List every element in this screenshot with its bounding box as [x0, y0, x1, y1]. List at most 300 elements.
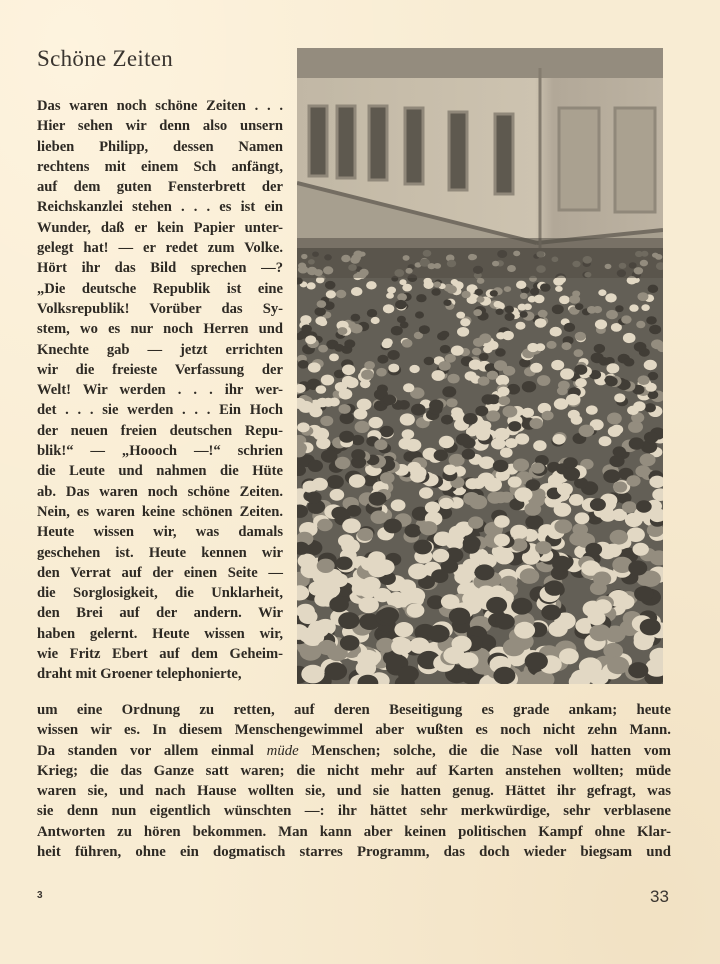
- crowd-hat: [635, 465, 650, 477]
- crowd-hat: [636, 500, 652, 512]
- crowd-hat: [613, 481, 627, 492]
- crowd-hat: [329, 354, 339, 362]
- crowd-hat: [479, 353, 489, 361]
- crowd-hat: [463, 492, 480, 505]
- text-line: Antworten zu hören bekommen. Man kann aber keinen politischen Kampf ohne Klar-: [37, 823, 671, 840]
- crowd-hat: [558, 381, 570, 390]
- text-line: die Leute und nahmen die Hüte: [37, 463, 283, 480]
- crowd-hat: [431, 288, 440, 296]
- crowd-hat: [590, 498, 606, 511]
- crowd-hat: [516, 322, 526, 330]
- crowd-hat: [511, 598, 532, 615]
- crowd-hat: [514, 622, 535, 639]
- crowd-hat: [357, 399, 372, 411]
- crowd-hat: [377, 355, 388, 364]
- text-line: stem, wo es nur noch Herren und: [37, 321, 283, 338]
- crowd-hat: [600, 509, 616, 522]
- crowd-hat: [325, 281, 336, 289]
- crowd-hat: [530, 288, 539, 295]
- crowd-hat: [487, 371, 498, 380]
- crowd-hat: [331, 507, 348, 520]
- crowd-hat: [563, 467, 580, 481]
- crowd-hat: [644, 432, 659, 444]
- crowd-hat: [475, 406, 488, 416]
- crowd-hat: [308, 581, 327, 596]
- crowd-hat: [524, 304, 532, 311]
- crowd-hat: [493, 460, 509, 472]
- crowd-hat: [449, 608, 470, 625]
- crowd-hat: [369, 492, 387, 506]
- crowd-hat: [475, 289, 483, 296]
- crowd-hat: [538, 310, 548, 318]
- text-line: den Brei auf der andern. Wir: [37, 605, 283, 622]
- crowd-hat: [636, 321, 645, 328]
- crowd-hat: [371, 511, 388, 524]
- crowd-hat: [357, 650, 380, 668]
- crowd-hat: [434, 281, 442, 287]
- crowd-hat: [603, 469, 620, 483]
- crowd-hat: [408, 563, 428, 579]
- crowd-hat: [575, 332, 586, 341]
- text-line: heit führen, ohne ein dogmatisch starres Programm, das doch wieder biegsam und: [37, 844, 671, 861]
- crowd-hat: [301, 325, 312, 334]
- crowd-hat: [382, 340, 392, 348]
- crowd-hat: [351, 324, 363, 334]
- crowd-hat: [351, 449, 365, 461]
- crowd-hat: [575, 303, 583, 310]
- text-line: den Verrat auf der einen Seite —: [37, 564, 283, 581]
- text-line: Knechte gab — jetzt errichten: [37, 341, 283, 358]
- emphasized-word: müde: [266, 742, 299, 759]
- window: [309, 106, 327, 176]
- crowd-hat: [520, 311, 528, 318]
- crowd-hat: [354, 409, 368, 420]
- crowd-hat: [533, 440, 546, 451]
- crowd-hat: [397, 293, 407, 301]
- text-line: auf dem guten Fensterbrett der: [37, 179, 283, 196]
- text-line: det . . . sie werden . . . Ein Hoch: [37, 402, 283, 419]
- crowd-hat: [541, 605, 561, 621]
- crowd-hat: [387, 350, 399, 360]
- crowd-hat: [447, 285, 457, 293]
- crowd-hat: [329, 596, 349, 612]
- crowd-hat: [552, 305, 564, 315]
- crowd-hat: [391, 638, 413, 655]
- crowd-hat: [607, 413, 622, 425]
- crowd-hat: [634, 586, 654, 602]
- crowd-hat: [554, 398, 568, 409]
- crowd-hat: [482, 394, 495, 404]
- crowd-hat: [321, 450, 338, 463]
- crowd-hat: [503, 406, 518, 418]
- crowd-hat: [303, 481, 318, 493]
- crowd-hat: [641, 304, 649, 311]
- text-line: sie denn nun eigentlich wünschten —: ihr hättet sehr merkwürdige, sehr verblasene: [37, 803, 671, 820]
- crowd-hat: [534, 295, 545, 304]
- crowd-hat: [493, 667, 515, 684]
- crowd-hat: [344, 339, 355, 348]
- text-line: um eine Ordnung zu retten, auf deren Beseitigung es grade ankam; heute: [37, 702, 671, 718]
- crowd-hat: [624, 358, 635, 367]
- crowd-hat: [391, 499, 406, 511]
- crowd-hat: [462, 449, 475, 460]
- crowd-hat: [388, 364, 399, 373]
- crowd-hat: [633, 543, 649, 556]
- crowd-hat: [513, 459, 529, 472]
- crowd-hat: [508, 476, 522, 487]
- crowd-hat: [495, 614, 515, 630]
- crowd-hat: [638, 292, 649, 301]
- crowd-hat: [607, 657, 629, 675]
- crowd-hat: [342, 365, 355, 376]
- text-line: wie Fritz Ebert auf dem Geheim-: [37, 646, 283, 663]
- text-line: der neuen freien deutschen Repu-: [37, 422, 283, 439]
- crowd-hat: [329, 398, 340, 407]
- crowd-hat: [334, 344, 344, 352]
- crowd-hat: [425, 502, 440, 514]
- crowd-hat: [604, 544, 621, 558]
- crowd-hat: [469, 360, 482, 370]
- page-number: 33: [650, 887, 669, 906]
- crowd-hat: [462, 591, 481, 606]
- text-line: geschehen ist. Heute kennen wir: [37, 544, 283, 561]
- crowd-hat: [339, 389, 353, 400]
- crowd-hat: [357, 528, 373, 541]
- crowd-hat: [496, 332, 505, 339]
- text-line: Volksrepublik! Vorüber das Sy-: [37, 300, 283, 317]
- crowd-hat: [415, 311, 424, 318]
- crowd-hat: [644, 403, 656, 412]
- crowd-hat: [554, 503, 572, 517]
- crowd-hat: [503, 639, 525, 657]
- crowd-hat: [609, 455, 624, 467]
- crowd-hat: [320, 416, 333, 426]
- crowd-hat: [479, 421, 491, 431]
- crowd-hat: [560, 368, 574, 379]
- window: [449, 112, 467, 190]
- crowd-hat: [629, 304, 638, 311]
- window: [615, 108, 655, 212]
- crowd-hat: [586, 405, 598, 414]
- crowd-hat: [628, 421, 643, 433]
- crowd-hat: [313, 428, 329, 441]
- crowd-hat: [616, 595, 635, 610]
- crowd-hat: [462, 291, 471, 298]
- crowd-hat: [338, 612, 359, 629]
- crowd-hat: [335, 457, 350, 469]
- crowd-hat: [371, 317, 380, 324]
- window: [559, 108, 599, 210]
- crowd-hat: [486, 597, 507, 614]
- window: [337, 106, 355, 178]
- crowd-photo: [297, 48, 663, 684]
- crowd-hat: [383, 395, 396, 406]
- crowd-hat: [585, 543, 602, 556]
- crowd-hat: [339, 431, 354, 443]
- crowd-hat: [593, 572, 611, 587]
- crowd-hat: [504, 286, 511, 292]
- crowd-hat: [443, 647, 464, 664]
- crowd-hat: [364, 361, 375, 370]
- crowd-hat: [399, 279, 406, 285]
- crowd-hat: [448, 374, 460, 384]
- crowd-hat: [559, 296, 570, 305]
- signature-mark: 3: [37, 890, 43, 901]
- crowd-hat: [439, 436, 454, 448]
- text-line: waren sie, und nach Hause wollten sie, und sie hatten genug. Hättet ihr gefragt, was: [37, 783, 671, 800]
- crowd-hat: [395, 300, 407, 309]
- crowd-hat: [595, 319, 607, 329]
- crowd-hat: [317, 300, 327, 308]
- crowd-hat: [400, 413, 415, 425]
- crowd-hat: [457, 327, 469, 337]
- crowd-hat: [367, 309, 377, 317]
- text-segment: Menschen; solche, die die Nase voll hatten vom: [298, 742, 671, 759]
- crowd-hat: [384, 519, 402, 534]
- crowd-hat: [649, 325, 661, 335]
- crowd-hat: [633, 401, 645, 411]
- crowd-hat: [315, 316, 326, 325]
- crowd-hat: [380, 426, 394, 437]
- crowd-hat: [321, 375, 334, 386]
- crowd-hat: [380, 472, 395, 484]
- crowd-hat: [386, 293, 394, 299]
- crowd-hat: [546, 341, 556, 349]
- crowd-hat: [443, 299, 451, 306]
- crowd-hat: [554, 519, 572, 533]
- crowd-hat: [441, 415, 453, 425]
- crowd-hat: [500, 448, 513, 458]
- crowd-hat: [626, 475, 640, 486]
- crowd-hat: [398, 400, 410, 410]
- crowd-hat: [640, 619, 661, 636]
- crowd-hat: [416, 294, 426, 302]
- crowd-hat: [431, 569, 448, 583]
- crowd-hat: [318, 640, 337, 655]
- crowd-hat: [463, 413, 478, 425]
- window: [369, 106, 387, 180]
- crowd-hat: [535, 318, 547, 327]
- crowd-hat: [495, 549, 514, 564]
- crowd-hat: [419, 325, 430, 334]
- crowd-hat: [559, 648, 579, 664]
- crowd-hat: [478, 376, 490, 385]
- crowd-hat: [428, 625, 450, 643]
- crowd-hat: [611, 425, 623, 435]
- crowd-hat: [503, 366, 515, 376]
- crowd-hat: [451, 346, 464, 356]
- crowd-hat: [308, 460, 323, 472]
- crowd-hat: [569, 494, 584, 506]
- crowd-hat: [305, 335, 316, 344]
- text-line: Reichskanzlei stehen . . . es ist ein: [37, 199, 283, 216]
- crowd-hat: [440, 331, 449, 338]
- crowd-hat: [366, 281, 377, 289]
- crowd-hat: [646, 316, 657, 324]
- crowd-hat: [308, 621, 329, 638]
- crowd-hat: [522, 381, 536, 392]
- crowd-hat: [477, 278, 485, 284]
- crowd-hat: [640, 454, 656, 467]
- crowd-hat: [394, 622, 413, 637]
- crowd-hat: [387, 287, 396, 294]
- crowd-hat: [568, 410, 580, 420]
- crowd-hat: [451, 279, 458, 285]
- crowd-hat: [520, 293, 528, 299]
- crowd-hat: [468, 516, 483, 528]
- crowd-hat: [515, 487, 533, 501]
- crowd-hat: [628, 560, 647, 575]
- crowd-hat: [574, 349, 584, 357]
- crowd-hat: [440, 345, 451, 354]
- crowd-hat: [317, 559, 335, 573]
- crowd-hat: [552, 556, 572, 572]
- crowd-hat: [605, 293, 616, 302]
- crowd-hat: [525, 652, 548, 670]
- crowd-hat: [607, 363, 620, 373]
- crowd-hat: [516, 281, 526, 289]
- crowd-hat: [545, 580, 564, 595]
- crowd-hat: [603, 643, 623, 659]
- crowd-hat: [494, 515, 510, 527]
- crowd-hat: [477, 296, 485, 302]
- crowd-hat: [628, 662, 648, 678]
- crowd-hat: [563, 457, 578, 469]
- crowd-hat: [613, 446, 626, 457]
- crowd-hat: [594, 344, 605, 353]
- crowd-hat: [315, 307, 326, 316]
- crowd-hat: [575, 378, 587, 387]
- text-line: haben gelernt. Heute wissen wir,: [37, 625, 283, 642]
- crowd-hat: [473, 338, 485, 347]
- crowd-hat: [535, 541, 552, 554]
- crowd-hat: [443, 465, 456, 476]
- crowd-hat: [465, 371, 477, 381]
- crowd-hat: [439, 498, 453, 509]
- crowd-hat: [398, 666, 419, 683]
- crowd-hat: [494, 301, 503, 308]
- crowd-hat: [505, 313, 515, 321]
- crowd-hat: [429, 400, 443, 412]
- crowd-hat: [456, 433, 471, 445]
- crowd-hat: [316, 385, 327, 393]
- text-line: die Sorglosigkeit, die Unklarheit,: [37, 585, 283, 602]
- crowd-hat: [442, 386, 456, 397]
- crowd-hat: [420, 521, 438, 535]
- crowd-hat: [651, 339, 663, 349]
- crowd-hat: [498, 387, 510, 397]
- crowd-hat: [297, 422, 310, 432]
- crowd-hat: [318, 345, 328, 353]
- crowd-hat: [446, 398, 457, 407]
- crowd-hat: [564, 323, 575, 332]
- text-line: Hier sehen wir denn also unsern: [37, 118, 283, 135]
- crowd-hat: [638, 375, 650, 385]
- crowd-hat: [537, 375, 550, 386]
- crowd-hat: [510, 525, 528, 539]
- crowd-hat: [432, 549, 449, 562]
- crowd-hat: [476, 429, 490, 440]
- crowd-hat: [339, 404, 351, 414]
- crowd-hat: [588, 611, 606, 626]
- crowd-hat: [579, 425, 595, 437]
- text-line: [37, 741, 671, 761]
- crowd-hat: [634, 634, 654, 650]
- text-line: Wunder, daß er kein Papier unter-: [37, 219, 283, 236]
- crowd-hat: [402, 429, 415, 439]
- crowd-hat: [621, 315, 631, 323]
- text-line: blik!“ — „Hoooch —!“ schrien: [37, 443, 283, 460]
- crowd-hat: [342, 518, 361, 533]
- crowd-hat: [409, 365, 419, 373]
- crowd-hat: [499, 396, 511, 405]
- crowd-hat: [340, 412, 355, 424]
- crowd-hat: [486, 410, 500, 421]
- window: [405, 108, 423, 184]
- crowd-hat: [317, 519, 333, 531]
- window: [495, 114, 513, 194]
- crowd-hat: [629, 437, 644, 449]
- crowd-hat: [606, 310, 618, 319]
- crowd-hat: [520, 568, 540, 584]
- crowd-hat: [644, 360, 657, 370]
- crowd-hat: [574, 365, 587, 375]
- crowd-hat: [432, 370, 445, 381]
- crowd-hat: [407, 603, 425, 617]
- crowd-hat: [491, 438, 506, 450]
- body-text: [37, 700, 671, 862]
- crowd-hat: [456, 312, 465, 319]
- crowd-hat: [505, 306, 514, 314]
- crowd-hat: [575, 512, 590, 524]
- crowd-hat: [472, 478, 486, 489]
- crowd-hat: [524, 502, 541, 515]
- crowd-hat: [351, 314, 361, 322]
- crowd-hat: [336, 557, 353, 570]
- crowd-hat: [337, 327, 347, 335]
- text-line: wissen wir es. In diesem Menschengewimmel aber wußten es noch nicht zehn Mann.: [37, 722, 671, 739]
- crowd-hat: [530, 363, 542, 373]
- crowd-hat: [402, 339, 413, 348]
- crowd-hat: [531, 463, 545, 474]
- crowd-hat: [439, 361, 451, 371]
- crowd-hat: [495, 348, 506, 356]
- crowd-hat: [555, 286, 563, 292]
- crowd-hat: [460, 318, 470, 326]
- crowd-hat: [398, 579, 416, 594]
- crowd-hat: [351, 287, 362, 296]
- text-line: Krieg; die das Ganze satt waren; die nicht mehr auf Karten anstehen wollten; müde: [37, 762, 671, 779]
- text-line: rechtens mit einem Sch anfängt,: [37, 158, 283, 175]
- crowd-hat: [330, 489, 345, 501]
- crowd-hat: [306, 492, 321, 504]
- crowd-hat: [562, 342, 572, 350]
- text-line: draht mit Groener telephonierte,: [37, 666, 242, 683]
- crowd-hat: [535, 343, 545, 351]
- text-line: „Die deutsche Republik ist eine: [37, 280, 283, 297]
- text-line: Nein, es waren keine schönen Zeiten.: [37, 503, 283, 520]
- crowd-hat: [627, 527, 645, 542]
- crowd-hat: [369, 417, 383, 428]
- crowd-hat: [336, 290, 346, 298]
- chapter-title: Schöne Zeiten: [37, 46, 174, 71]
- crowd-hat: [550, 327, 562, 337]
- photo-image: [297, 48, 663, 684]
- crowd-hat: [368, 561, 388, 577]
- text-line: Das waren noch schöne Zeiten . . .: [37, 98, 283, 114]
- crowd-hat: [614, 393, 625, 402]
- crowd-hat: [355, 421, 370, 433]
